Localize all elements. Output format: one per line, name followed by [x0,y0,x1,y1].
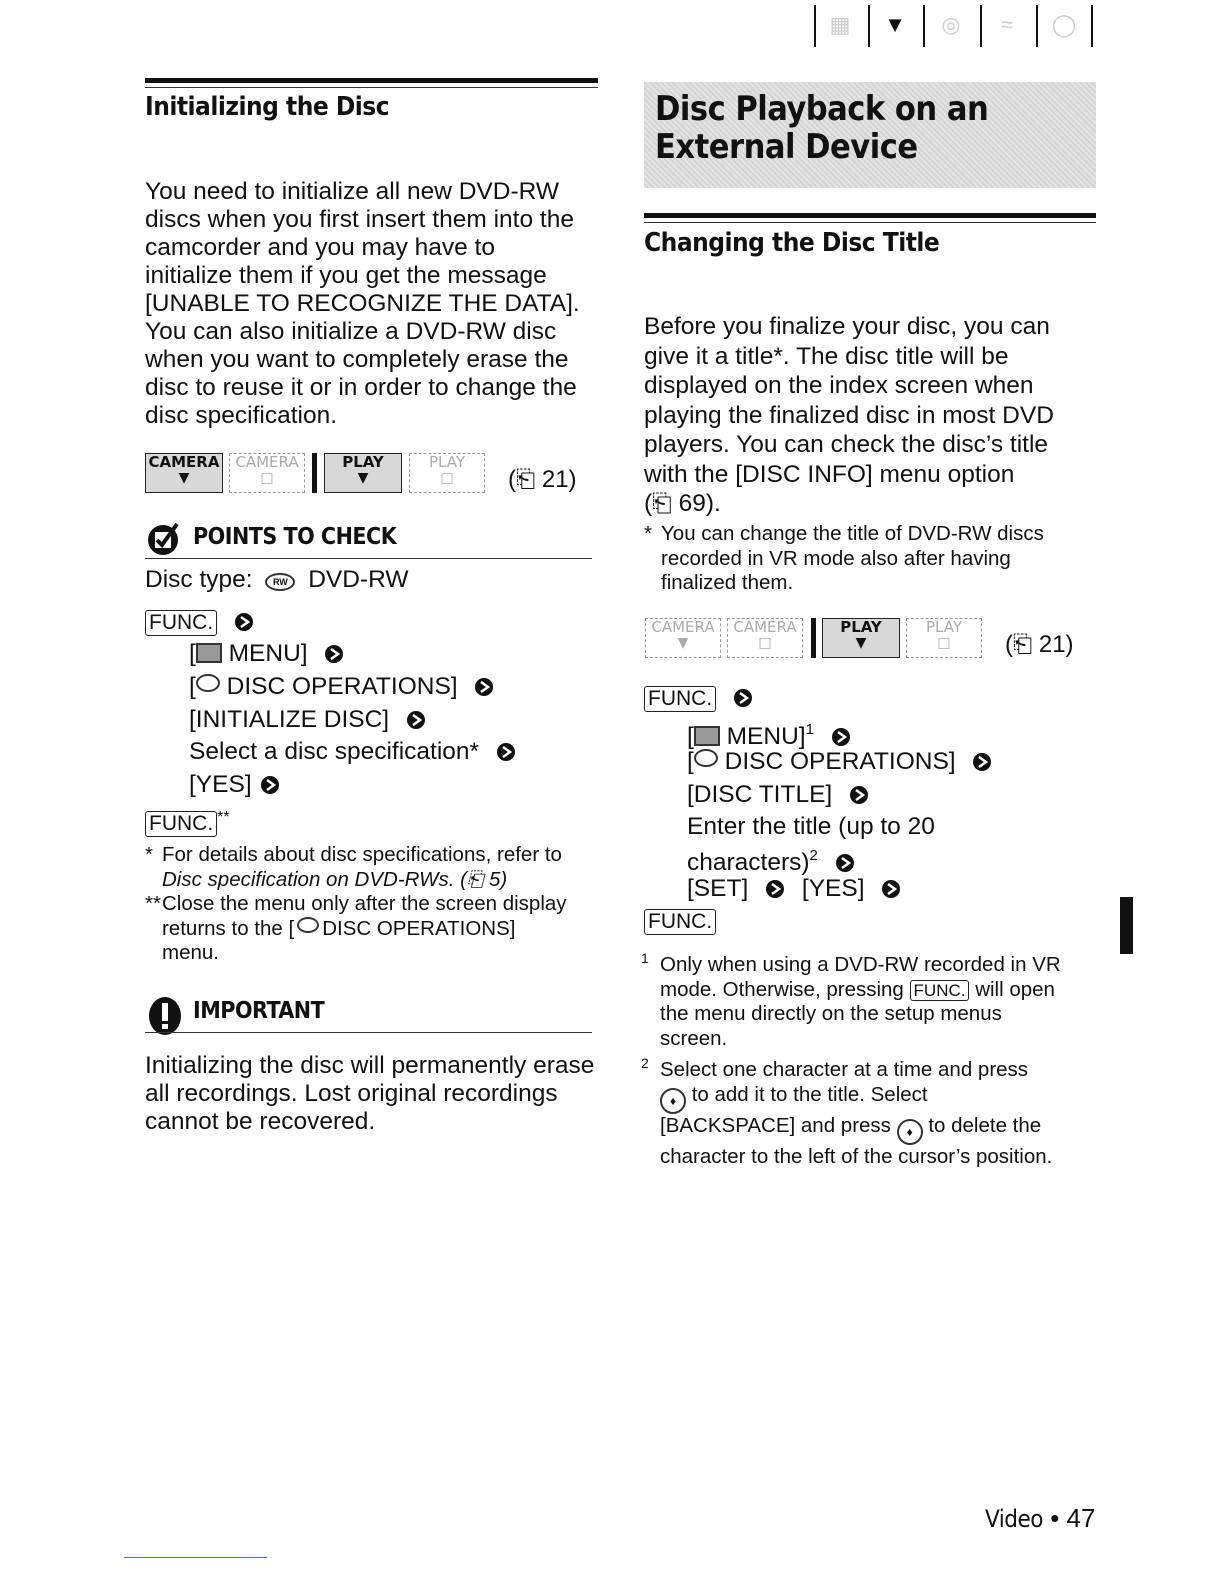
step-disc-title: [DISC TITLE] [687,781,869,809]
heading-rule [644,213,1096,218]
step-set-yes: [SET] [YES] [687,875,901,903]
step-yes: [YES] [189,771,280,799]
intro-line: camcorder and you may have to [145,234,495,261]
right-intro: Before you finalize your disc, you can give it a title*. The disc title will be displayed on the index screen when playing the finalized disc in most DVD players. You can check the disc’s title with the [DISC INFO] menu option (⎗ 69). [644,313,1054,517]
arrow-icon [733,688,753,708]
intro-line: initialize them if you get the message [145,262,547,289]
arrow-icon [831,727,851,747]
func-button: FUNC. [644,909,716,935]
disc-operations-icon [297,917,319,933]
left-footnotes: * For details about disc specifications, refer to Disc specification on DVD-RWs. (⎗ 5) **Close the menu only after the screen display returns to the [ DISC OPERATIONS] menu. [145,843,567,964]
disc-operations-icon [196,674,220,692]
step-characters: characters)$^2$ [687,842,855,877]
left-intro [145,178,605,430]
arrow-icon [972,752,992,772]
bottom-rule [124,1557,267,1558]
page-footer [985,1503,1095,1534]
arrow-icon [496,742,516,762]
important-icon [145,996,185,1036]
star-note: * You can change the title of DVD-RW discs recorded in VR mode also after having finalized them. [644,522,1044,594]
intro-line: disc to reuse it or in order to change the [145,374,577,401]
intro-line: when you want to completely erase the [145,346,569,373]
important-rule [145,1032,592,1033]
right-func-end [644,907,716,935]
arrow-icon [474,677,494,697]
heading-rule-thin [145,87,598,88]
intro-line: You need to initialize all new DVD-RW [145,178,559,205]
mode-camera-photo: CAMERA □ [727,618,803,658]
arrow-icon [765,879,785,899]
page-ref: (⎗ 21) [508,466,577,493]
step-menu: [ MENU]$^1$ [687,716,851,751]
dvd-rw-icon: RW [265,573,295,591]
mode-play-movie: PLAY ▼ [822,618,900,658]
step-disc-operations: [ DISC OPERATIONS] [687,748,992,776]
important-text: Initializing the disc will permanently erase all recordings. Lost original recordings cannot be recovered. [145,1052,595,1135]
banner-title: Disc Playback on an External Device [655,89,989,167]
disc-icon: ◎ [941,12,961,37]
step-select-spec: Select a disc specification* [189,738,516,766]
mode-play-movie: PLAY ▼ [324,453,402,493]
page-ref: (⎗ 21) [1005,631,1074,658]
mode-camera-photo: CAMERA □ [229,453,305,493]
arrow-icon [406,710,426,730]
points-title: POINTS TO CHECK [193,524,397,550]
arrow-icon [835,853,855,873]
menu-icon [196,643,222,663]
chapter-marker [1120,897,1133,954]
step-disc-operations: [ DISC OPERATIONS] [189,673,494,701]
arrow-icon [881,879,901,899]
step-enter-title: Enter the title (up to 20 [687,813,935,840]
right-heading: Changing the Disc Title [644,228,940,258]
arrow-icon [234,612,254,632]
func-button: FUNC. [644,686,716,712]
left-func-start [145,608,254,636]
mode-divider [811,618,816,658]
points-rule [145,558,592,559]
arrow-icon [849,785,869,805]
disc-type-value: DVD-RW [308,566,409,593]
mode-play-photo: PLAY □ [906,618,982,658]
mode-play-photo: PLAY □ [409,453,485,493]
speech-icon: ◯ [1051,12,1077,37]
func-button: FUNC. [145,610,217,636]
step-initialize-disc: [INITIALIZE DISC] [189,706,426,734]
disc-type-label: Disc type: [145,566,253,593]
joystick-icon: ♦ [660,1088,686,1114]
left-func-end: FUNC. ** [145,804,230,837]
mode-camera-movie: CAMERA ▼ [645,618,721,658]
heading-rule-thin [644,222,1096,223]
disc-operations-icon [694,749,718,767]
right-func-start [644,684,753,712]
intro-line: disc specification. [145,402,338,429]
arrow-icon [324,644,344,664]
important-title: IMPORTANT [193,998,325,1024]
intro-line: You can also initialize a DVD-RW disc [145,318,557,345]
menu-icon [694,726,720,746]
mode-divider [312,453,317,493]
left-heading: Initializing the Disc [145,92,390,122]
checklist-icon [145,518,185,558]
joystick-icon: ♦ [897,1119,923,1145]
card-icon: ▦ [829,12,851,37]
mode-camera-movie: CAMERA ▼ [145,453,223,493]
arrow-icon [260,775,280,795]
disc-type-line [145,566,408,594]
link-icon: ≈ [1000,12,1014,37]
func-button: FUNC. [910,980,970,1001]
camcorder-icon: ▼ [884,12,906,37]
page-number: 47 [1066,1503,1096,1533]
func-button: FUNC. [145,811,217,837]
right-footnotes: 1 Only when using a DVD-RW recorded in VR mode. Otherwise, pressing FUNC. will open the menu directly on the setup menus screen. 2 Select one character at a time and press ♦ to add it to the title. Select [BACKSPACE] and press ♦ to delete the character to the left of the cursor’s position. [641,950,1061,1168]
step-menu: [ MENU] [189,640,344,668]
intro-line: [UNABLE TO RECOGNIZE THE DATA]. [145,290,580,317]
footer-bullet: • [1050,1503,1060,1533]
heading-rule [145,78,598,83]
footer-section: Video [985,1505,1043,1533]
intro-line: discs when you first insert them into the [145,206,574,233]
